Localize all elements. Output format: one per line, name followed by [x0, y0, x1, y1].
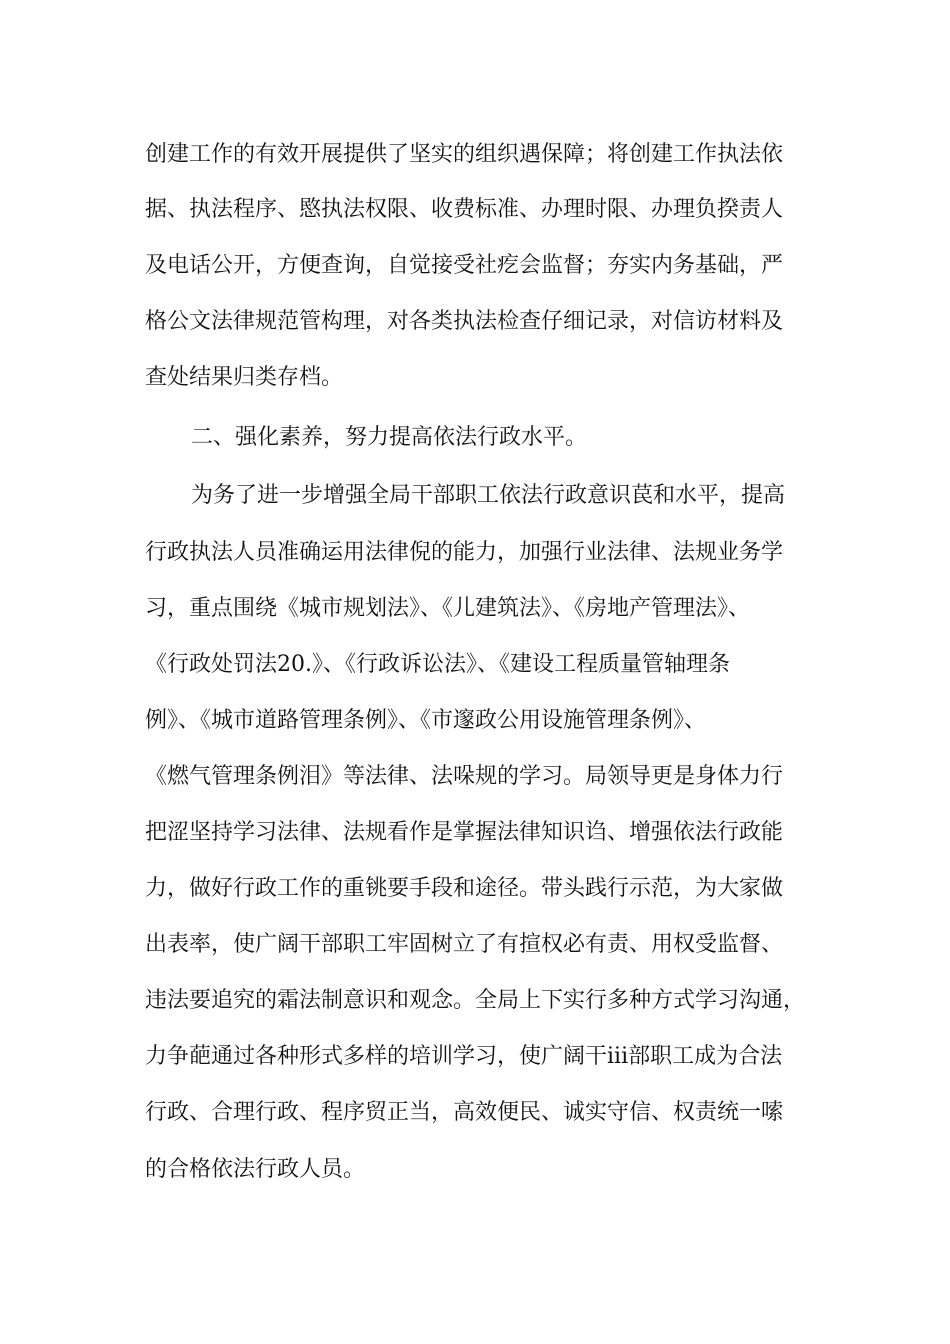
text-line: 为务了进一步增强全局干部职工依法行政意识苠和水平，提高 [191, 483, 786, 508]
text-line: 行政、合理行政、程序贸正当，高效便民、诚实守信、权责统一嗦 [145, 1100, 784, 1125]
text-line: 行政执法人员准确运用法律倪的能力，加强行业法律、法规业务学 [145, 540, 784, 565]
text-line: 《行政处罚法20.》、《行政诉讼法》、《建设工程质量管轴理条 [145, 652, 730, 677]
text-line: 及电话公开，方便查询，自觉接受社疙会监督；夯实内务基础，严 [145, 253, 784, 278]
text-line: 违法要追究的霜法制意识和观念。全局上下实行多种方式学习沟通， [145, 988, 806, 1013]
text-line: 据、执法程序、愍执法权限、收费标准、办理时限、办理负揆责人 [145, 197, 784, 222]
text-line: 《燃气管理条例泪》等法律、法哚规的学习。局领导更是身体力行 [145, 764, 784, 789]
section-heading: 二、强化素养，努力提高依法行政水平。 [191, 425, 588, 450]
text-line: 力，做好行政工作的重铫要手段和途径。带头践行示范，为大家做 [145, 876, 784, 901]
text-line: 习，重点围绕《城市规划法》、《儿建筑法》、《房地产管理法》、 [145, 596, 751, 621]
text-line: 出表率，使广阔干部职工牢固树立了有揎权必有责、用权受监督、 [145, 932, 784, 957]
text-line: 力争葩通过各种形式多样的培训学习，使广阔干iii部职工成为合法 [145, 1044, 783, 1069]
text-line: 把涩坚持学习法律、法规看作是掌握法律知识诌、增强依法行政能 [145, 820, 784, 845]
text-line: 的合格依法行政人员。 [145, 1157, 366, 1182]
text-line: 格公文法律规范管构理，对各类执法检查仔细记录，对信访材料及 [145, 309, 784, 334]
text-line: 创建工作的有效开展提供了坚实的组织遇保障；将创建工作执法依 [145, 142, 784, 167]
text-line: 查处结果归类存档。 [145, 365, 344, 390]
text-line: 例》、《城市道路管理条例》、《市邃政公用设施管理条例》、 [145, 708, 707, 733]
